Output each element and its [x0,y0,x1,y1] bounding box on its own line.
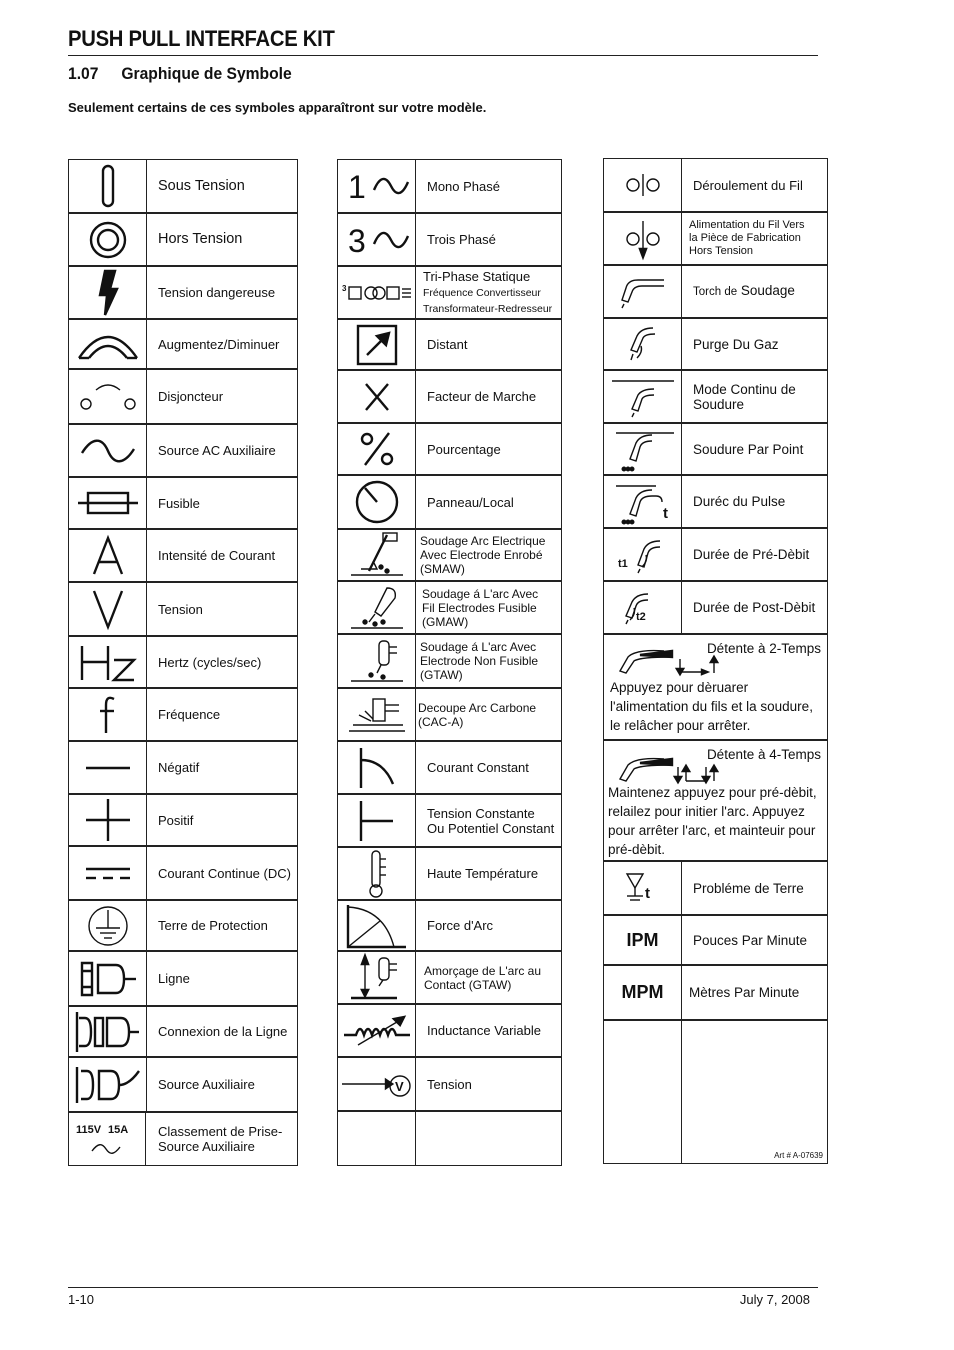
symbol-label: Mono Phasé [427,178,500,194]
table-row [604,422,827,474]
ground-problem-icon [604,862,682,914]
table-row [69,1056,297,1111]
trigger-description: Maintenez appuyez pour pré-dèbit, relailez pour initier l'arc. Appuyez pour arrêter l'arc, et mainteuir pour pré-dèbit. [608,785,817,857]
fuse-icon [69,478,147,528]
symbol-label: Inductance Variable [427,1023,541,1038]
symbol-label: Pouces Par Minute [693,932,808,948]
table-row [69,899,297,950]
symbol-label: Soudage [740,283,795,298]
symbol-label-prefix: Torch de [693,286,738,298]
welding-torch-icon [604,266,682,317]
page-number: 1-10 [68,1292,95,1307]
time-letter: t [662,504,668,522]
table-row [604,211,827,264]
symbol-label: Positif [158,812,194,828]
symbol-label: Panneau/Local [427,494,514,510]
table-row-empty [338,1110,561,1165]
symbol-label: Trois Phasé [427,232,496,247]
table-row [338,1056,561,1110]
remote-icon [338,320,416,369]
table-row [69,159,297,212]
percentage-icon [338,424,416,474]
wire-feed-icon [604,159,682,211]
symbol-label: Mètres Par Minute [689,985,800,1000]
table-row [338,950,561,1003]
symbol-label: Facteur de Marche [427,389,537,404]
dc-current-icon [69,847,147,899]
phase-number: 3 [347,222,366,259]
symbol-label: Pourcentage [427,441,501,457]
symbol-label: Amorçage de L'arc au Contact (GTAW) [424,963,542,992]
time-letter: t [644,885,650,902]
table-row [338,793,561,846]
pulse-duration-icon [604,476,682,527]
symbol-label: Tri-Phase Statique [423,269,531,284]
symbol-label: Déroulement du Fil [693,177,803,193]
table-row [69,635,297,687]
symbol-label: Ligne [158,971,190,986]
phase-number: 1 [347,169,366,205]
gtaw-icon [338,635,416,687]
symbol-label: Tension [158,601,203,617]
symbol-label: Soudage á L'arc Avec Electrode Non Fusible (GTAW) [420,640,539,682]
symbol-label: Source Auxiliaire [158,1077,255,1092]
time-label: t1 [617,557,628,570]
constant-voltage-icon [338,795,416,846]
table-row [338,369,561,422]
panel-local-icon [338,476,416,528]
symbol-label: Haute Température [427,866,539,881]
table-row [338,580,561,633]
table-row [604,474,827,527]
symbol-note: Seulement certains de ces symboles apparaîtront sur votre modèle. [68,100,487,115]
gmaw-icon [338,582,416,633]
symbol-label: Hors Tension [158,231,243,247]
table-row [604,158,827,211]
cac-a-icon [338,689,416,740]
symbol-label: Tension [427,1076,472,1092]
table-row [338,633,561,687]
phase-number: 3 [341,283,346,293]
table-row [69,265,297,318]
section-heading [68,64,292,84]
table-row [338,687,561,740]
table-row [69,793,297,845]
symbol-label: Fusible [158,495,200,511]
table-row [338,528,561,580]
table-row [338,265,561,318]
table-row [338,474,561,528]
three-phase-icon [338,214,416,265]
footer-date: July 7, 2008 [739,1292,810,1307]
trigger-description: Appuyez pour dèruarer l'alimentation du fils et la soudure, le relâcher pour arrêter. [610,680,813,733]
arc-force-icon [338,901,416,950]
table-row [604,860,827,914]
smaw-icon [338,530,416,580]
ipm-text: IPM [626,929,659,950]
table-row [604,369,827,422]
ac-source-icon [69,425,147,476]
table-row [69,423,297,476]
trigger-title: Détente à 4-Temps [706,747,821,762]
negative-icon [69,742,147,793]
aux-power-icon [69,1058,147,1111]
rating-voltage: 115V [76,1124,102,1136]
symbol-label: Durée de Post-Dèbit [693,600,816,615]
table-row [69,950,297,1005]
hertz-icon [69,637,147,687]
table-row [604,264,827,317]
rating-amps: 15A [108,1124,129,1136]
symbol-label: Source AC Auxiliaire [158,443,276,458]
voltage-input-icon [338,1058,416,1110]
symbol-label: Durée de Pré-Dèbit [693,547,810,562]
table-row [338,1003,561,1056]
symbol-label: Intensité de Courant [158,548,276,563]
voltmeter-letter: V [394,1079,404,1094]
protective-earth-icon [69,901,147,950]
table-row [338,318,561,369]
symbol-label: Tension Constante Ou Potentiel Constant [427,805,555,836]
art-number: Art # A-07639 [774,1151,823,1160]
table-row [604,964,827,1019]
table-row [338,159,561,212]
receptacle-rating-icon [69,1113,146,1165]
symbol-label: Distant [427,337,468,352]
empty-symbol-cell [604,1021,682,1163]
symbol-label: Alimentation du Fil Vers la Pièce de Fabrication Hors Tension [689,219,805,257]
symbol-label: Purge Du Gaz [693,336,779,352]
table-row [69,318,297,368]
wire-feed-to-work-icon [604,213,682,264]
positive-icon [69,795,147,845]
table-row [338,422,561,474]
symbol-label: Fréquence [158,707,221,722]
single-phase-icon [338,160,416,212]
continuous-weld-icon [604,371,682,422]
table-row [604,580,827,633]
symbol-table-col2 [337,159,562,1166]
section-title: Graphique de Symbole [121,64,292,83]
empty-symbol-cell [338,1112,416,1165]
table-row [69,212,297,265]
symbol-label: Mode Continu de Soudure [693,381,796,412]
variable-inductance-icon [338,1005,416,1056]
preflow-time-icon [604,529,682,580]
symbol-label: Probléme de Terre [693,880,804,896]
symbol-label: Hertz (cycles/sec) [158,654,262,670]
table-row [69,1005,297,1056]
symbol-label: Courant Continue (DC) [158,865,291,881]
purge-gas-icon [604,319,682,369]
symbol-label: Négatif [158,760,200,775]
title-rule [68,55,818,56]
symbol-label: Decoupe Arc Carbone (CAC-A) [418,700,537,729]
line-plug-icon [69,952,147,1005]
circuit-breaker-icon [69,370,147,423]
thermometer-icon [338,848,416,899]
mpm-icon [604,966,682,1019]
power-off-icon [69,214,147,265]
symbol-label: Augmentez/Diminuer [158,336,280,352]
symbol-label: Soudage Arc Electrique Avec Electrode Enrobé (SMAW) [420,534,546,576]
footer-rule [68,1287,818,1288]
table-row [338,740,561,793]
table-row [69,528,297,581]
table-row-wide [604,739,827,860]
table-row [69,581,297,635]
amperage-icon [69,530,147,581]
symbol-label: Classement de Prise- Source Auxiliaire [158,1124,283,1154]
table-row [604,527,827,580]
trigger-title: Détente à 2-Temps [706,641,821,656]
symbol-table-col3 [603,158,828,1164]
symbol-label: Tension dangereuse [158,285,276,300]
frequency-icon [69,689,147,740]
voltage-icon [69,583,147,635]
duty-cycle-icon [338,371,416,422]
table-row-wide [604,633,827,739]
table-row [69,845,297,899]
table-row [604,317,827,369]
constant-current-icon [338,742,416,793]
symbol-label: Connexion de la Ligne [158,1024,288,1039]
mpm-text: MPM [621,982,664,1002]
ipm-icon [604,916,682,964]
table-row [604,914,827,964]
power-on-icon [69,160,147,212]
table-row [69,687,297,740]
postflow-time-icon [604,582,682,633]
touch-start-icon [338,952,416,1003]
three-phase-static-icon [338,267,416,318]
table-row [69,1111,297,1165]
table-row [69,476,297,528]
table-row [69,368,297,423]
table-row [338,899,561,950]
section-number: 1.07 [68,64,99,83]
symbol-label: Force d'Arc [427,918,494,933]
time-label: t2 [635,610,646,623]
symbol-label: Sous Tension [158,177,245,194]
spot-weld-icon [604,424,682,474]
symbol-label: Terre de Protection [158,918,268,933]
line-connection-icon [69,1007,147,1056]
symbol-table-col1 [68,159,298,1166]
symbol-label: Duréc du Pulse [693,494,786,509]
page-title: PUSH PULL INTERFACE KIT [68,26,335,51]
increase-decrease-icon [69,320,147,368]
symbol-label: Disjoncteur [158,389,224,404]
symbol-sublabel: Fréquence Convertisseur Transformateur-Redresseur [423,287,553,315]
symbol-label: Courant Constant [427,760,529,775]
table-row [69,740,297,793]
table-row [338,212,561,265]
symbol-label: Soudage á L'arc Avec Fil Electrodes Fusible (GMAW) [422,586,539,629]
table-row [338,846,561,899]
dangerous-voltage-icon [69,267,147,318]
symbol-label: Soudure Par Point [693,441,804,457]
table-row-empty [604,1019,827,1163]
